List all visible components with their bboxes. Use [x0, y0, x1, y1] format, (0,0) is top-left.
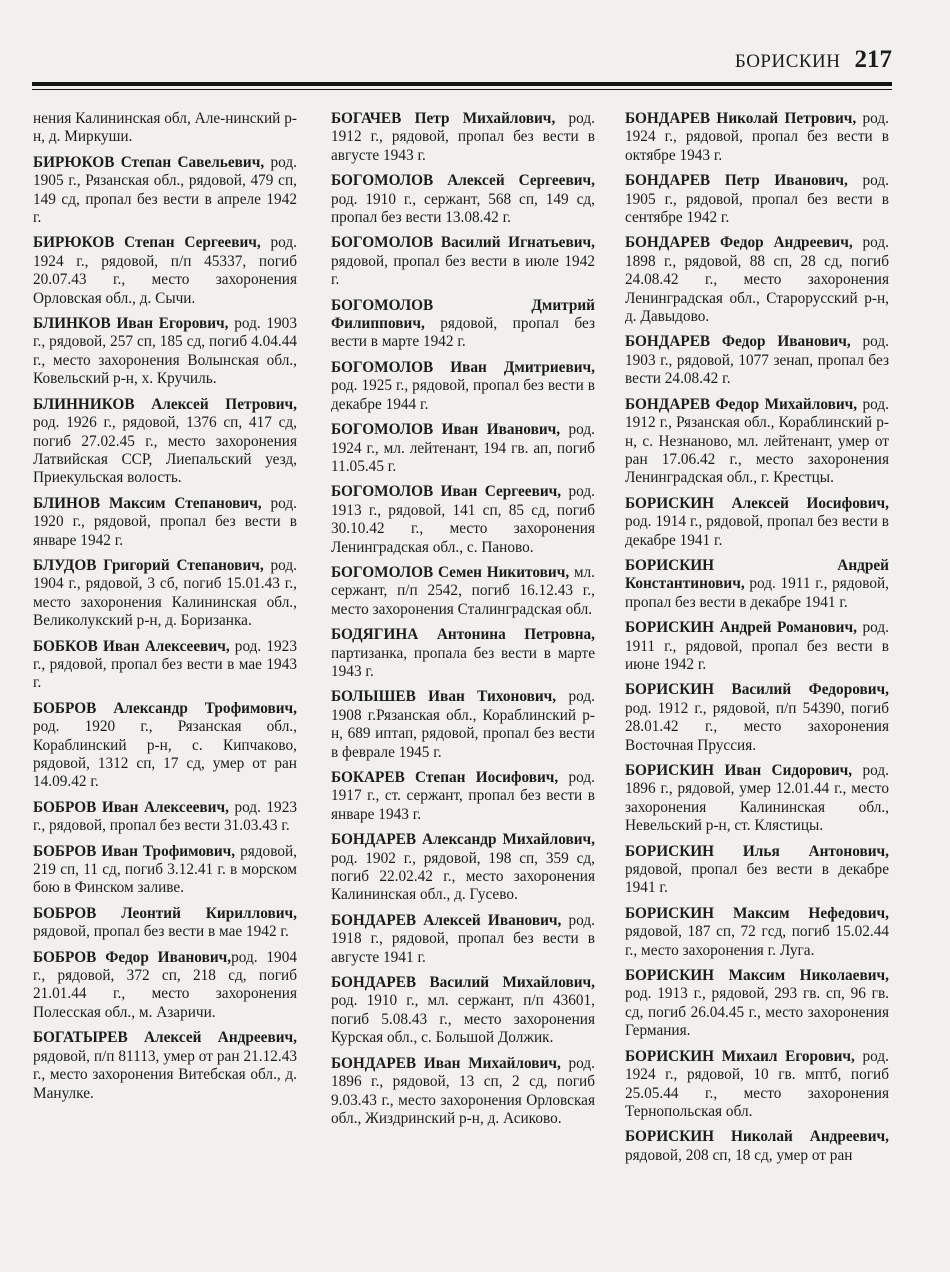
entry-name: БЛИНОВ Максим Степанович, — [33, 494, 262, 512]
entry-text: род. 1914 г., рядовой, пропал без вести в декабре 1941 г. — [625, 513, 889, 549]
entry-text: род. 1910 г., сержант, 568 сп, 149 сд, пропал без вести 13.08.42 г. — [331, 190, 595, 227]
entry — [33, 557, 297, 631]
entry-name: БЛИННИКОВ Алексей Петрович, — [33, 395, 297, 413]
entry-text: род. 1904 г., рядовой, 372 сп, 218 сд, погиб 21.01.44 г., место захоронения Полесская обл., м. Азаричи. — [33, 948, 297, 1021]
entry-text: род. 1926 г., рядовой, 1376 сп, 417 сд, погиб 27.02.45 г., место захоронения Латвийская ССР, Лиепальский уезд, Приекульская волость. — [33, 414, 297, 487]
entry-name: БОРИСКИН Василий Федорович, — [625, 681, 889, 699]
entry-name: БОГОМОЛОВ Иван Иванович, — [331, 421, 561, 439]
entry-name: БОРИСКИН Максим Нефедович, — [625, 904, 889, 922]
entry — [33, 638, 297, 693]
entry — [33, 154, 297, 228]
header-rule-thin — [32, 89, 892, 90]
entry — [33, 315, 297, 389]
entry — [625, 333, 889, 388]
column-1 — [33, 110, 297, 1110]
entry-name: БОГОМОЛОВ Василий Игнатьевич, — [331, 234, 595, 252]
entry — [33, 1029, 297, 1103]
entry-name: БОКАРЕВ Степан Иосифович, — [331, 769, 559, 786]
entry-name: БОНДАРЕВ Федор Иванович, — [625, 333, 851, 351]
entry-text: рядовой, пропал без вести в декабре 1941 г. — [625, 861, 889, 897]
entry-name: БОБРОВ Леонтий Кириллович, — [33, 904, 297, 922]
entry — [625, 557, 889, 612]
entry-text: рядовой, 187 сп, 72 гсд, погиб 15.02.44 г., место захоронения г. Луга. — [625, 923, 889, 959]
entry-name: БОНДАРЕВ Федор Андреевич, — [625, 234, 853, 252]
entry-text: род. 1910 г., мл. сержант, п/п 43601, погиб 5.08.43 г., место захоронения Курская обл., с. Большой Должик. — [331, 992, 595, 1047]
entry-name: БИРЮКОВ Степан Сергеевич, — [33, 234, 261, 252]
entry — [331, 626, 595, 681]
entry-text: рядовой, пропал без вести в мае 1942 г. — [33, 923, 289, 941]
entry — [331, 831, 595, 905]
entry-text: род. 1913 г., рядовой, 141 сп, 85 сд, погиб 30.10.42 г., место захоронения Ленинградская обл., с. Паново. — [331, 483, 595, 556]
entry-text: род. 1924 г., мл. лейтенант, 194 гв. ап, погиб 11.05.45 г. — [331, 421, 595, 475]
entry-text: рядовой, пропал без вести в июле 1942 г. — [331, 252, 595, 289]
entry-name: БОНДАРЕВ Петр Иванович, — [625, 172, 848, 190]
entry-name: БОГОМОЛОВ Дмитрий Филиппович, — [331, 296, 595, 333]
entry-name: БОДЯГИНА Антонина Петровна, — [331, 626, 595, 644]
entry-text: род. 1920 г., Рязанская обл., Кораблинский р-н, с. Кипчаково, рядовой, 1312 сп, 17 сд, умер от ран 14.09.42 г. — [33, 718, 297, 791]
entry-name: БОГАЧЕВ Петр Михайлович, — [331, 110, 556, 127]
entry-text: род. 1912 г., рядовой, пропал без вести в августе 1943 г. — [331, 110, 595, 164]
entry — [625, 762, 889, 836]
entry-text: род. 1923 г., рядовой, пропал без вести 31.03.43 г. — [33, 798, 297, 835]
entry — [331, 110, 595, 165]
entry-text: род. 1904 г., рядовой, 3 сб, погиб 15.01.43 г., место захоронения Калининская обл., Великолукский р-н, д. Боризанка. — [33, 556, 297, 630]
entry — [331, 234, 595, 289]
entry-text: род. 1911 г., рядовой, пропал без вести в декабре 1941 г. — [625, 575, 889, 611]
entry-text: партизанка, пропала без вести в марте 1943 г. — [331, 644, 595, 680]
entry-text: род. 1905 г., Рязанская обл., рядовой, 479 сп, 149 сд, пропал без вести в апреле 1942 г. — [33, 153, 297, 227]
entry-name: БОНДАРЕВ Николай Петрович, — [625, 110, 857, 127]
entry — [33, 495, 297, 550]
entry-name: БОРИСКИН Николай Андреевич, — [625, 1128, 889, 1146]
entry — [625, 172, 889, 227]
entry-text: род. 1896 г., рядовой, 13 сп, 2 сд, погиб 9.03.43 г., место захоронения Орловская обл., Жиздринский р-н, д. Асиково. — [331, 1054, 595, 1127]
column-3 — [625, 110, 889, 1172]
entry — [331, 421, 595, 476]
entry — [331, 483, 595, 557]
entry-text: род. 1898 г., рядовой, 88 сп, 28 сд, погиб 24.08.42 г., место захоронения Ленинградская обл., Старорусский р-н, д. Давыдово. — [625, 234, 889, 326]
entry-name: БОРИСКИН Андрей Романович, — [625, 619, 857, 637]
entry-text: род. 1924 г., рядовой, пропал без вести в октябре 1943 г. — [625, 110, 889, 164]
entry-text: мл. сержант, п/п 2542, погиб 16.12.43 г., место захоронения Сталинградская обл. — [331, 563, 595, 618]
entry — [33, 905, 297, 942]
entry-text: род. 1902 г., рядовой, 198 сп, 359 сд, погиб 22.02.42 г., место захоронения Калининская обл., д. Гусево. — [331, 849, 595, 904]
entry-name: БЛУДОВ Григорий Степанович, — [33, 556, 264, 574]
entry-text: род. 1903 г., рядовой, 257 сп, 185 сд, погиб 4.04.44 г., место захоронения Волынская обл., Ковельский р-н, х. Кручиль. — [33, 315, 297, 388]
entry — [625, 1128, 889, 1165]
entry-text: род. 1905 г., рядовой, пропал без вести в сентябре 1942 г. — [625, 172, 889, 227]
column-2 — [331, 110, 595, 1135]
entry — [625, 905, 889, 960]
entry — [33, 700, 297, 792]
entry — [33, 799, 297, 836]
entry — [331, 1055, 595, 1129]
entry — [625, 110, 889, 165]
entry — [33, 949, 297, 1023]
entry-name: БОГОМОЛОВ Иван Дмитриевич, — [331, 358, 595, 376]
entry-text: род. 1925 г., рядовой, пропал без вести в декабре 1944 г. — [331, 377, 595, 413]
entry-text: род. 1924 г., рядовой, п/п 45337, погиб 20.07.43 г., место захоронения Орловская обл., д. Сычи. — [33, 234, 297, 307]
entry-name: БЛИНКОВ Иван Егорович, — [33, 315, 229, 333]
entry-text: род. 1923 г., рядовой, пропал без вести в мае 1943 г. — [33, 637, 297, 692]
entry — [331, 688, 595, 762]
header-rule-thick — [32, 82, 892, 86]
entry-name: БОНДАРЕВ Василий Михайлович, — [331, 974, 595, 992]
entry-name: БОНДАРЕВ Иван Михайлович, — [331, 1054, 561, 1072]
entry — [625, 967, 889, 1041]
entry-text: род. 1917 г., ст. сержант, пропал без вести в январе 1943 г. — [331, 769, 595, 823]
entry-name: БОЛЫШЕВ Иван Тихонович, — [331, 688, 557, 706]
entry — [625, 495, 889, 550]
entry — [331, 564, 595, 619]
entry — [625, 1048, 889, 1122]
entry-name: БОБРОВ Федор Иванович, — [33, 948, 232, 966]
entry — [331, 297, 595, 352]
entry — [33, 234, 297, 308]
entry-name: БОГОМОЛОВ Алексей Сергеевич, — [331, 172, 595, 190]
entry — [625, 843, 889, 898]
entry — [625, 234, 889, 326]
entry-text: род. 1912 г., рядовой, п/п 54390, погиб 28.01.42 г., место захоронения Восточная Пруссия. — [625, 699, 889, 754]
entry-name: БОБРОВ Александр Трофимович, — [33, 699, 297, 717]
entry — [625, 396, 889, 488]
entry — [331, 769, 595, 824]
entry-name: БОНДАРЕВ Александр Михайлович, — [331, 831, 595, 849]
entry — [331, 359, 595, 414]
entry-name: БОРИСКИН Илья Антонович, — [625, 842, 889, 860]
entry-text: род. 1912 г., Рязанская обл., Кораблинский р-н, с. Незнаново, мл. лейтенант, умер от ран 17.06.42 г., место захоронения Ленинградская обл., г. Крестцы. — [625, 395, 889, 487]
entry-text: род. 1913 г., рядовой, 293 гв. сп, 96 гв. сд, погиб 26.04.45 г., место захоронения Германия. — [625, 985, 889, 1040]
page-header — [735, 46, 892, 74]
entry-text: род. 1911 г., рядовой, пропал без вести в июне 1942 г. — [625, 619, 889, 673]
entry-text: рядовой, пропал без вести в марте 1942 г. — [331, 315, 595, 351]
entry — [331, 912, 595, 967]
entry-name: БОРИСКИН Алексей Иосифович, — [625, 494, 889, 512]
entry-name: БОБКОВ Иван Алексеевич, — [33, 637, 230, 655]
entry-name: БОРИСКИН Михаил Егорович, — [625, 1047, 855, 1065]
entry-name: БОНДАРЕВ Алексей Иванович, — [331, 911, 562, 929]
entry-text: род. 1896 г., рядовой, умер 12.01.44 г., место захоронения Калининская обл., Невельский р-н, ст. Клястицы. — [625, 762, 889, 835]
entry-text: рядовой, 219 сп, 11 сд, погиб 3.12.41 г. в морском бою в Финском заливе. — [33, 842, 297, 897]
entry-name: БОРИСКИН Иван Сидорович, — [625, 762, 853, 779]
entry-text: рядовой, 208 сп, 18 сд, умер от ран — [625, 1146, 853, 1164]
entry-text: род. 1918 г., рядовой, пропал без вести в августе 1941 г. — [331, 911, 595, 966]
entry-name: БОБРОВ Иван Алексеевич, — [33, 798, 229, 816]
entry-name: БОРИСКИН Андрей Константинович, — [625, 556, 889, 593]
entry-text: рядовой, п/п 81113, умер от ран 21.12.43 г., место захоронения Витебская обл., д. Манулке. — [33, 1047, 297, 1102]
entry — [625, 619, 889, 674]
entry — [625, 681, 889, 755]
entry-name: БОГОМОЛОВ Иван Сергеевич, — [331, 483, 562, 501]
entry-continuation: нения Калининская обл, Але-нинский р-н, д. Миркуши. — [33, 110, 297, 146]
running-head: БОРИСКИН — [734, 51, 841, 72]
entry — [331, 172, 595, 227]
entry-name: БОГОМОЛОВ Семен Никитович, — [331, 563, 570, 581]
entry — [331, 974, 595, 1048]
entry-text: род. 1908 г.Рязанская обл., Кораблинский р-н, 689 иптап, рядовой, пропал без вести в феврале 1945 г. — [331, 688, 595, 761]
entry-name: БОГАТЫРЕВ Алексей Андреевич, — [33, 1029, 297, 1047]
entry-name: БИРЮКОВ Степан Савельевич, — [33, 153, 265, 171]
entry-name: БОНДАРЕВ Федор Михайлович, — [625, 395, 858, 413]
entry-name: БОБРОВ Иван Трофимович, — [33, 842, 236, 860]
entry-text: род. 1924 г., рядовой, 10 гв. мптб, погиб 25.05.44 г., место захоронения Тернопольская обл. — [625, 1047, 889, 1120]
entry-text: род. 1920 г., рядовой, пропал без вести в январе 1942 г. — [33, 494, 298, 549]
entry-name: БОРИСКИН Максим Николаевич, — [625, 967, 889, 985]
entry — [33, 396, 297, 488]
entry-text: род. 1903 г., рядовой, 1077 зенап, пропал без вести 24.08.42 г. — [625, 333, 890, 388]
entry — [33, 843, 297, 898]
page-number: 217 — [854, 46, 892, 73]
